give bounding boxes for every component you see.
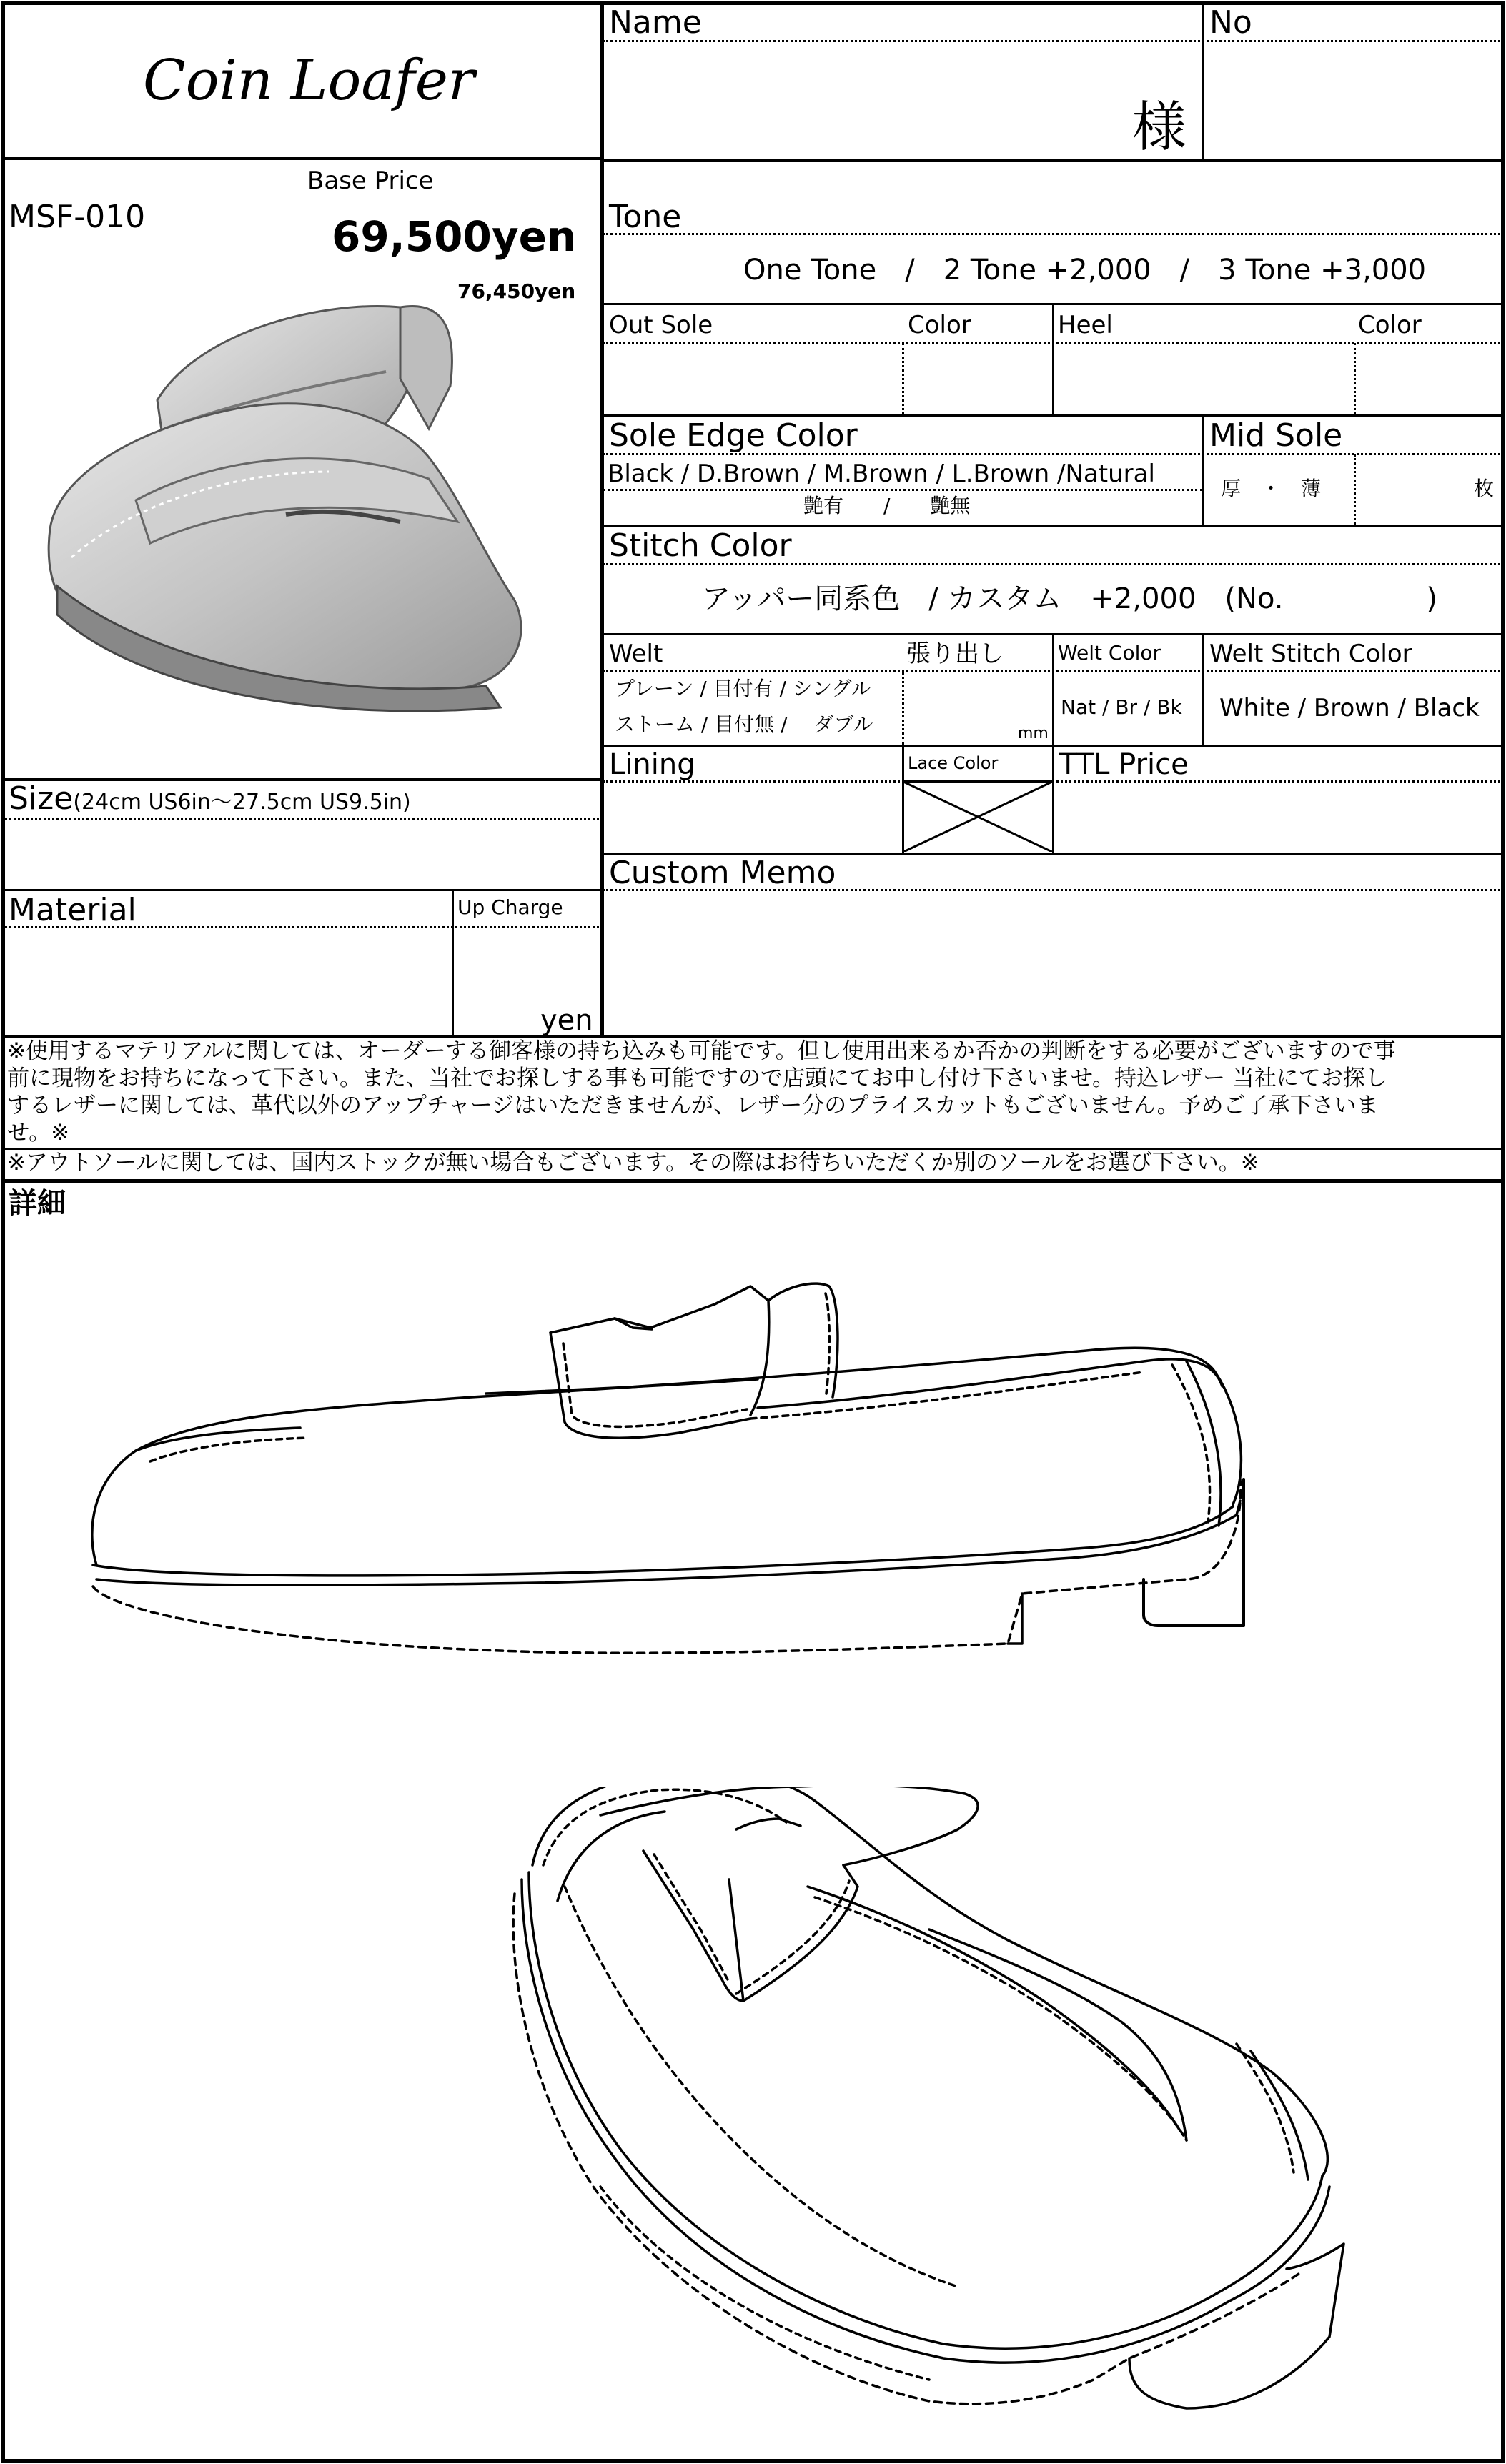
base-price: 69,500yen bbox=[332, 212, 577, 261]
welt-types-line1[interactable]: プレーン / 目付有 / シングル bbox=[615, 677, 871, 700]
lining-label: Lining bbox=[609, 748, 695, 781]
welt-stitch-color-options[interactable]: White / Brown / Black bbox=[1219, 694, 1480, 722]
welt-color-options[interactable]: Nat / Br / Bk bbox=[1061, 695, 1182, 719]
outsole-label: Out Sole bbox=[609, 311, 713, 339]
size-range: (24cm US6in～27.5cm US9.5in) bbox=[73, 790, 411, 815]
heel-color-label: Color bbox=[1358, 311, 1422, 339]
size-label-text: Size bbox=[9, 780, 74, 817]
customer-name-field[interactable] bbox=[605, 43, 1198, 157]
material-note-line3: するレザーに関しては、革代以外のアップチャージはいただきませんが、レザー分のプライスカットもございません。予めご了承下さいま bbox=[7, 1093, 1379, 1118]
size-label bbox=[9, 780, 411, 817]
welt-label: Welt bbox=[609, 640, 663, 668]
sole-edge-finish-options[interactable]: 艶有 / 艶無 bbox=[803, 494, 971, 517]
honorific-sama: 様 bbox=[1132, 95, 1187, 159]
no-label: No bbox=[1209, 4, 1252, 41]
ttl-price-label: TTL Price bbox=[1059, 748, 1189, 781]
mid-sole-thickness[interactable]: 厚 ・ 薄 bbox=[1221, 477, 1322, 500]
loafer-side-view-icon[interactable] bbox=[71, 1243, 1329, 1686]
details-label: 詳細 bbox=[9, 1187, 66, 1220]
stitch-color-options[interactable]: アッパー同系色 / カスタム +2,000 (No. ) bbox=[702, 582, 1438, 615]
stitch-color-label: Stitch Color bbox=[609, 527, 792, 564]
loafer-photo-icon bbox=[29, 286, 579, 722]
tone-label: Tone bbox=[609, 199, 682, 235]
product-title: Coin Loafer bbox=[143, 49, 475, 113]
welt-protrusion-label: 張り出し bbox=[906, 640, 1004, 668]
heel-label: Heel bbox=[1058, 311, 1113, 339]
outsole-stock-note: ※アウトソールに関しては、国内ストックが無い場合もございます。その際はお待ちいただくか別のソールをお選び下さい。※ bbox=[7, 1150, 1259, 1176]
outsole-color-label: Color bbox=[908, 311, 971, 339]
loafer-angle-view-icon[interactable] bbox=[500, 1787, 1401, 2415]
outsole-field[interactable] bbox=[605, 344, 899, 412]
heel-color-field[interactable] bbox=[1357, 344, 1502, 412]
lace-not-applicable-cross-icon bbox=[903, 782, 1052, 852]
up-charge-unit: yen bbox=[540, 1004, 593, 1037]
mid-sole-unit: 枚 bbox=[1474, 477, 1495, 500]
order-number-field[interactable] bbox=[1207, 43, 1501, 157]
model-number: MSF-010 bbox=[9, 199, 146, 235]
welt-protrusion-unit: mm bbox=[1018, 725, 1049, 742]
material-label: Material bbox=[9, 892, 137, 928]
welt-types-line2[interactable]: ストーム / 目付無 / ダブル bbox=[615, 712, 873, 736]
custom-memo-field[interactable] bbox=[605, 892, 1502, 1035]
name-label: Name bbox=[609, 4, 702, 41]
custom-memo-label: Custom Memo bbox=[609, 855, 836, 891]
welt-stitch-color-label: Welt Stitch Color bbox=[1209, 640, 1412, 668]
size-field[interactable] bbox=[4, 820, 598, 886]
sole-edge-color-label: Sole Edge Color bbox=[609, 417, 858, 454]
tone-options[interactable]: One Tone / 2 Tone +2,000 / 3 Tone +3,000 bbox=[743, 254, 1427, 287]
heel-field[interactable] bbox=[1055, 344, 1351, 412]
base-price-label: Base Price bbox=[307, 167, 434, 195]
welt-color-label: Welt Color bbox=[1058, 641, 1161, 665]
outsole-color-field[interactable] bbox=[905, 344, 1049, 412]
material-note-line2: 前に現物をお持ちになって下さい。また、当社でお探しする事も可能ですので店頭にてお申し付け下さいませ。持込レザー 当社にてお探し bbox=[7, 1065, 1387, 1091]
tax-included-price: 76,450yen bbox=[457, 279, 576, 303]
lace-color-label: Lace Color bbox=[908, 753, 999, 773]
material-note-line4: せ。※ bbox=[7, 1120, 70, 1146]
lining-field[interactable] bbox=[605, 783, 899, 850]
sole-edge-color-options[interactable]: Black / D.Brown / M.Brown / L.Brown /Natural bbox=[608, 459, 1155, 488]
mid-sole-label: Mid Sole bbox=[1209, 417, 1343, 454]
up-charge-label: Up Charge bbox=[457, 895, 563, 919]
material-field[interactable] bbox=[4, 929, 449, 1035]
material-note-line1: ※使用するマテリアルに関しては、オーダーする御客様の持ち込みも可能です。但し使用出来るか否かの判断をする必要がございますので事 bbox=[7, 1038, 1396, 1064]
ttl-price-field[interactable] bbox=[1055, 783, 1502, 850]
